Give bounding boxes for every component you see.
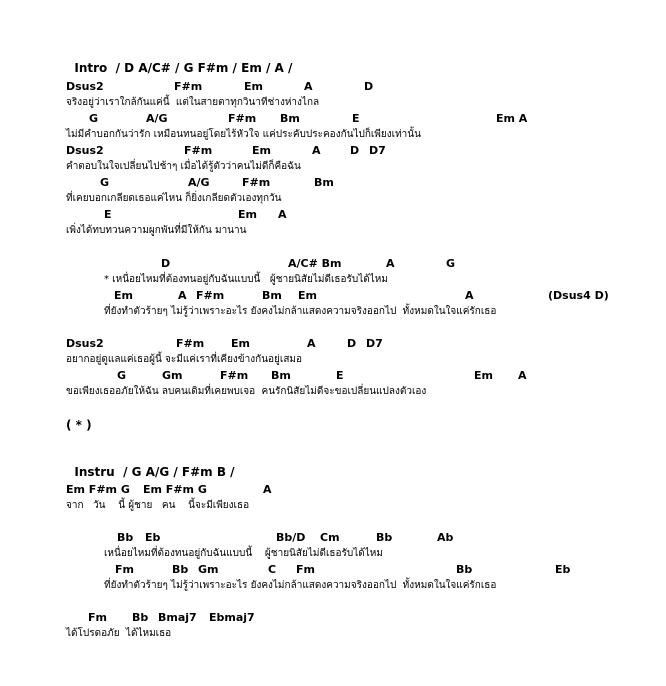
chord: A/C# Bm: [288, 257, 342, 270]
chord: (Dsus4 D): [548, 289, 609, 302]
chord: Bb: [456, 563, 473, 576]
modchorus-chord-row-1: [0, 531, 666, 545]
chord: D: [364, 80, 374, 93]
chord: A/G: [146, 112, 168, 125]
chord: Em: [298, 289, 317, 302]
chord: F#m: [174, 80, 203, 93]
repeat-mark: ( * ): [66, 418, 92, 432]
chord: G: [446, 257, 456, 270]
chord: G: [117, 369, 127, 382]
verse1-lyric-4: ที่เคยบอกเกลียดเธอแค่ไหน ก็ยิ่งเกลียดตัวเองทุกวัน: [66, 193, 282, 204]
intro-chords: / D A/C# / G F#m / Em / A /: [115, 61, 293, 75]
intro-line: [66, 47, 292, 75]
chord: Fm: [88, 611, 107, 624]
chord: A: [263, 483, 272, 496]
chord: Bm: [314, 176, 334, 189]
chord: D: [350, 144, 360, 157]
chord: Bb: [132, 611, 149, 624]
chord: F#m: [228, 112, 257, 125]
chord: A: [518, 369, 527, 382]
chord: A: [178, 289, 187, 302]
chord: Bm: [280, 112, 300, 125]
chord: Cm: [320, 531, 340, 544]
chord: Eb: [555, 563, 571, 576]
chord: Bb: [172, 563, 189, 576]
chord: Dsus2: [66, 80, 104, 93]
chord: Em F#m G: [66, 483, 130, 496]
verse1-chord-row-1: [0, 80, 666, 94]
chord: A: [307, 337, 316, 350]
chorus-lyric-1: * เหนื่อยไหมที่ต้องทนอยู่กับฉันแบบนี้ ผู้ชายนิสัยไม่ดีเธอรับได้ไหม: [104, 274, 388, 285]
outro-chord-row-1: [0, 483, 666, 497]
verse2-chord-row-1: [0, 337, 666, 351]
chord: E: [352, 112, 360, 125]
verse2-lyric-2: ขอเพียงเธออภัยให้ฉัน ลบคนเดิมที่เคยพบเจอ คนรักนิสัยไม่ดีจะขอเปลี่ยนแปลงตัวเอง: [66, 386, 427, 397]
intro-label: Intro: [74, 61, 108, 75]
chord: Ab: [437, 531, 454, 544]
modchorus-chord-row-2: [0, 563, 666, 577]
verse1-chord-row-5: [0, 208, 666, 222]
chord: Dsus2: [66, 144, 104, 157]
chord: A: [465, 289, 474, 302]
chord: F#m: [196, 289, 225, 302]
verse1-chord-row-4: [0, 176, 666, 190]
chorus-lyric-2: ที่ยังทำตัวร้ายๆ ไม่รู้ว่าเพราะอะไร ยังคงไม่กล้าแสดงความจริงออกไป ทั้งหมดในใจแค่รักเธอ: [104, 306, 497, 317]
chord: Em: [244, 80, 263, 93]
instru-line: [66, 451, 235, 479]
chord: D7: [369, 144, 386, 157]
chord: Bb/D: [276, 531, 306, 544]
chord: Bb: [376, 531, 393, 544]
chord: A: [304, 80, 313, 93]
chord: Em F#m G: [143, 483, 207, 496]
chord: E: [104, 208, 112, 221]
chord: F#m: [176, 337, 205, 350]
chord: Em: [231, 337, 250, 350]
chord: Ebmaj7: [209, 611, 255, 624]
ending-chord-row-1: [0, 611, 666, 625]
verse1-chord-row-3: [0, 144, 666, 158]
outro-lyric-1: จาก วัน นี้ ผู้ชาย คน นี้จะมีเพียงเธอ: [66, 500, 250, 511]
instru-chords: / G A/G / F#m B /: [123, 465, 235, 479]
modchorus-lyric-2: ที่ยังทำตัวร้ายๆ ไม่รู้ว่าเพราะอะไร ยังคงไม่กล้าแสดงความจริงออกไป ทั้งหมดในใจแค่รักเธอ: [104, 580, 497, 591]
chord: Fm: [296, 563, 315, 576]
chord: Eb: [145, 531, 161, 544]
chord: F#m: [242, 176, 271, 189]
chord: E: [336, 369, 344, 382]
chord: G: [89, 112, 99, 125]
chord: C: [268, 563, 277, 576]
chord: Bm: [262, 289, 282, 302]
verse2-lyric-1: อยากอยู่ดูแลแค่เธอผู้นี้ จะมีแค่เราที่เคียงข้างกันอยู่เสมอ: [66, 354, 303, 365]
verse2-chord-row-2: [0, 369, 666, 383]
chord: Fm: [115, 563, 134, 576]
chorus-chord-row-2: [0, 289, 666, 303]
chord: Gm: [162, 369, 183, 382]
chord: D: [161, 257, 171, 270]
verse1-lyric-2: ไม่มีคำบอกกันว่ารัก เหมือนทนอยู่โดยไร้หัวใจ แค่ประคับประคองกันไปก็เพียงเท่านั้น: [66, 129, 421, 140]
chord: A: [386, 257, 395, 270]
chord: G: [100, 176, 110, 189]
verse1-lyric-5: เพิ่งได้ทบทวนความผูกพันที่มีให้กัน มานาน: [66, 225, 247, 236]
chord: Em: [252, 144, 271, 157]
instru-label: Instru: [74, 465, 115, 479]
chord: Em: [238, 208, 257, 221]
chord: Bb: [117, 531, 134, 544]
modchorus-lyric-1: เหนื่อยไหมที่ต้องทนอยู่กับฉันแบบนี้ ผู้ชายนิสัยไม่ดีเธอรับได้ไหม: [104, 548, 383, 559]
chord: Em: [114, 289, 133, 302]
verse1-chord-row-2: [0, 112, 666, 126]
verse1-lyric-1: จริงอยู่ว่าเราใกล้กันแค่นี้ แต่ในสายตาทุกวินาทีช่างห่างไกล: [66, 97, 320, 108]
chord: A: [312, 144, 321, 157]
chord: A/G: [188, 176, 210, 189]
verse1-lyric-3: คำตอบในใจเปลี่ยนไปช้าๆ เมื่อได้รู้ตัวว่าคนไม่ดีก็คือฉัน: [66, 161, 301, 172]
chord: A: [278, 208, 287, 221]
chord: Gm: [198, 563, 219, 576]
chord: Dsus2: [66, 337, 104, 350]
chord: D7: [366, 337, 383, 350]
chord: Em A: [496, 112, 528, 125]
chorus-chord-row-1: [0, 257, 666, 271]
chord: D: [347, 337, 357, 350]
chord: F#m: [220, 369, 249, 382]
chord: Bm: [271, 369, 291, 382]
chord: Em: [474, 369, 493, 382]
chord: F#m: [184, 144, 213, 157]
chord: Bmaj7: [158, 611, 197, 624]
ending-lyric-1: ได้โปรดอภัย ได้ไหมเธอ: [66, 628, 172, 639]
